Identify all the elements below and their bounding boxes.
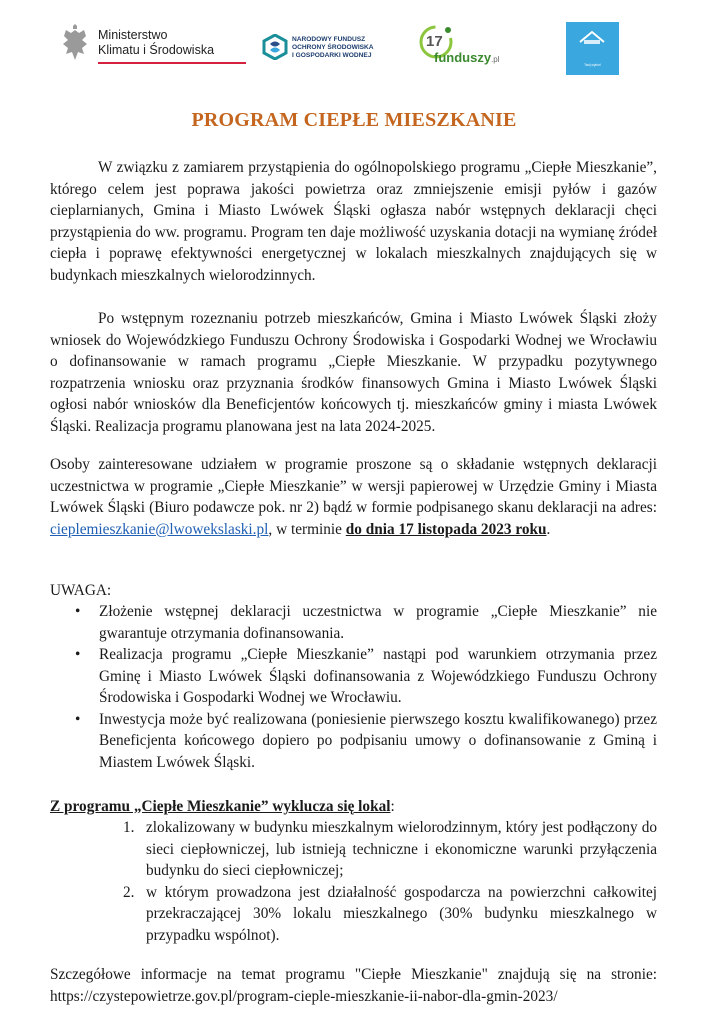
- notice-item-text: Złożenie wstępnej deklaracji uczestnictwa w programie „Ciepłe Mieszkanie” nie gwarantuje otrzymania dofinansowania.: [99, 603, 657, 642]
- ministry-name-line1: Ministerstwo: [98, 28, 168, 42]
- funduszy-wordmark: [434, 50, 500, 65]
- exclusion-item: [50, 817, 657, 882]
- procedure-paragraph: Po wstępnym rozeznaniu potrzeb mieszkańców, Gmina i Miasto Lwówek Śląski złoży wniosek do Wojewódzkiego Funduszu Ochrony Środowiska i Gospodarki Wodnej we Wrocławiu o dofinansowanie w ramach programu „Ciepłe Mieszkanie. W przypadku pozytywnego rozpatrzenia wniosku oraz przyznania środków finansowych Gmina i Miasto Lwówek Śląski ogłosi nabór wniosków dla Beneficjentów końcowych tj. mieszkańców gminy i miasta Lwówek Śląski. Realizacja programu planowana jest na lata 2024-2025.: [50, 310, 657, 435]
- notice-heading: UWAGA:: [50, 582, 112, 599]
- bullet-icon: •: [75, 603, 81, 620]
- notice-item-text: Realizacja programu „Ciepłe Mieszkanie” nastąpi pod warunkiem otrzymania przez Gminę i Miasto Lwówek Śląski dofinansowania z Wojewódzkiego Funduszu Ochrony Środowiska i Gospodarki Wodnej we Wrocławiu.: [99, 646, 657, 706]
- cieple-mieszkanie-logo: [566, 22, 619, 75]
- application-text-middle: , w terminie: [268, 520, 346, 538]
- eagle-emblem-icon: [60, 24, 90, 64]
- application-text: Osoby zainteresowane udziałem w programie proszone są o składanie wstępnych deklaracji uczestnictwa w programie „Ciepłe Mieszkanie” w wersji papierowej w Urzędzie Gminy i Miasta Lwówek Śląski (Biuro podawcze pok. nr 2) bądź w formie podpisanego skanu deklaracji na adres:: [50, 456, 657, 516]
- ministry-name-line2: Klimatu i Środowiska: [98, 43, 215, 57]
- ministry-red-line: [98, 62, 246, 64]
- notice-item: [50, 644, 657, 709]
- footer-info: Szczegółowe informacje na temat programu "Ciepłe Mieszkanie" znajdują się na stronie: https://czystepowietrze.gov.pl/program-cieple-mieszkanie-ii-nabor-dla-gmin-2023/: [50, 966, 657, 1005]
- notice-item-text: Inwestycja może być realizowana (poniesienie pierwszego kosztu kwalifikowanego) przez Beneficjenta końcowego dopiero po podpisaniu umowy o dofinansowanie z Gminą i Miastem Lwówek Śląski.: [99, 710, 657, 771]
- funduszy-suffix: .pl: [491, 55, 500, 64]
- bullet-icon: •: [75, 710, 81, 728]
- application-text-end: .: [546, 520, 551, 538]
- exclusions-list: [50, 817, 657, 946]
- application-paragraph: [50, 454, 657, 540]
- page-title: PROGRAM CIEPŁE MIESZKANIE: [191, 109, 517, 131]
- logo-bar: [0, 20, 708, 80]
- exclusion-number: 1.: [123, 819, 135, 836]
- exclusion-number: 2.: [123, 883, 135, 901]
- nfosigw-name: [292, 36, 374, 61]
- nfosigw-line1: NARODOWY FUNDUSZ: [292, 36, 366, 43]
- intro-paragraph: W związku z zamiarem przystąpienia do ogólnopolskiego programu „Ciepłe Mieszkanie”, którego celem jest poprawa jakości powietrza oraz zmniejszenie emisji pyłów i gazów cieplarnianych, Gmina i Miasto Lwówek Śląski ogłasza nabór wstępnych deklaracji chęci przystąpienia do ww. programu. Program ten daje możliwość uzyskania dotacji na wymianę źródeł ciepła i poprawę efektywności energetycznej w lokalach mieszkalnych znajdujących się w budynkach mieszkalnych wielorodzinnych.: [50, 159, 657, 284]
- exclusions-heading-row: [50, 796, 395, 818]
- exclusions-colon: :: [390, 798, 395, 815]
- exclusions-heading: Z programu „Ciepłe Mieszkanie” wyklucza się lokal: [50, 798, 391, 815]
- cieple-tagline: Twój wybór!: [584, 63, 601, 67]
- funduszy-word: funduszy: [434, 50, 492, 65]
- notice-item: [50, 601, 657, 644]
- ministry-name: [98, 28, 214, 58]
- email-link[interactable]: cieplemieszkanie@lwowekslaski.pl: [50, 520, 269, 538]
- deadline-text: do dnia 17 listopada 2023 roku: [345, 520, 547, 538]
- exclusion-item: [50, 882, 657, 947]
- house-roof-icon: [566, 24, 619, 48]
- notice-item: [50, 709, 657, 774]
- notice-list: [50, 601, 657, 773]
- nfosigw-line2: OCHRONY ŚRODOWISKA: [292, 44, 374, 52]
- exclusion-text: w którym prowadzona jest działalność gospodarcza na powierzchni całkowitej przekraczającej 30% lokalu mieszkalnego (30% budynku mieszkalnego w przypadku wspólnot).: [146, 883, 657, 944]
- funduszy-number: 17: [426, 33, 443, 50]
- nfosigw-emblem-icon: [262, 34, 288, 60]
- bullet-icon: •: [75, 646, 81, 663]
- nfosigw-line3: I GOSPODARKI WODNEJ: [292, 52, 372, 60]
- exclusion-text: zlokalizowany w budynku mieszkalnym wielorodzinnym, który jest podłączony do sieci ciepłowniczej, lub istnieją techniczne i ekonomiczne warunki przyłączenia budynku do sieci ciepłowniczej;: [146, 819, 657, 879]
